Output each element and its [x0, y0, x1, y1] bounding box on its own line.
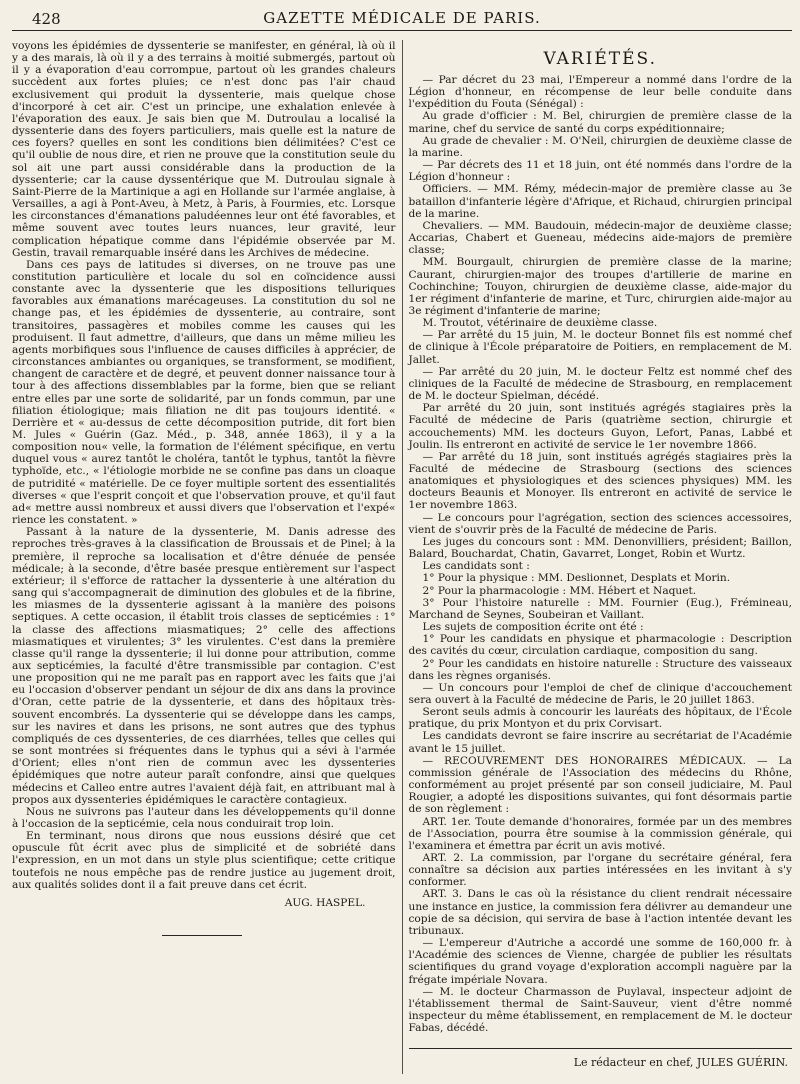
paragraph: — M. le docteur Charmasson de Puylaval, inspecteur adjoint de l'établissement thermal de Saint-Sauveur, vient d'être nommé inspecteur du même établissement, en remplacement de M. le docteur Fabas, décédé.	[408, 985, 792, 1035]
paragraph: — L'empereur d'Autriche a accordé une somme de 160,000 fr. à l'Académie des sciences de Vienne, chargée de publier les résultats scientifiques du grand voyage d'exploration accompli naguère par la frégate impériale Novara.	[408, 937, 792, 986]
paragraph: M. Troutot, vétérinaire de deuxième classe.	[422, 317, 658, 330]
paragraph: — Le concours pour l'agrégation, section des sciences accessoires, vient de s'ouvrir près de la Faculté de médecine de Paris.	[408, 511, 792, 536]
paragraph: Seront seuls admis à concourir les lauréats des hôpitaux, de l'École pratique, du prix Montyon et du prix Corvisart.	[408, 706, 792, 731]
paragraph: 1° Pour les candidats en physique et pharmacologie : Description des cavités du cœur, circulation cardiaque, composition du sang.	[408, 633, 792, 658]
end-rule	[162, 935, 242, 936]
paragraph: ART. 1er. Toute demande d'honoraires, formée par un des membres de l'Association, pourra être soumise à la commission générale, qui l'examinera et émettra par écrit un avis motivé.	[408, 815, 792, 852]
paragraph: Au grade d'officier : M. Bel, chirurgien de première classe de la marine, chef du service de santé du corps expéditionnaire;	[408, 110, 792, 135]
editor-rule	[409, 1048, 793, 1049]
paragraph: En terminant, nous dirons que nous eussions désiré que cet opuscule fût écrit avec plus de simplicité et de sobriété dans l'expression, en un mot dans un style plus scientifique; cette critique toutefois ne nous empêche pas de rendre justice au jugement droit, aux qualités solides dont il a fait preuve dans cet écrit.	[12, 830, 396, 891]
paragraph: ART. 3. Dans le cas où la résistance du client rendrait nécessaire une instance en justice, la commission fera délivrer au demandeur une copie de sa décision, qui servira de base à l'action intentée devant les tribunaux.	[408, 888, 792, 937]
paragraph: 2° Pour la pharmacologie : MM. Hébert et Naquet.	[422, 584, 697, 597]
page-header	[12, 0, 792, 31]
paragraph: Les juges du concours sont : MM. Denonvilliers, président; Baillon, Balard, Bouchardat, Chatin, Gavarret, Longet, Robin et Wurtz.	[408, 535, 792, 561]
paragraph: Au grade de chevalier : M. O'Neil, chirurgien de deuxième classe de la marine.	[408, 134, 792, 159]
paragraph: voyons les épidémies de dyssenterie se manifester, en général, là où il y a des marais, là où il y a des terrains à moitié submergés, partout où il y a évaporation d'eau corrompue, partout où les grandes chaleurs succèdent aux fortes pluies; ce n'est donc pas l'air chaud exclusivement qui produit la dyssenterie, mais quelque chose d'incorporé à cet air. C'est un principe, une exhalation enlevée à l'évaporation des eaux. Je sais bien que M. Dutroulau a localisé la dyssenterie dans des foyers particuliers, mais quelle est la nature de ces foyers? quelles en sont les conditions bien délimitées? C'est ce qu'il oublie de nous dire, et rien ne prouve que la constitution seule du sol ait une part aussi considérable dans la production de la dyssenterie; car la cause dyssentérique que M. Dutroulau signale à Saint-Pierre de la Martinique a agi en Hollande sur l'armée anglaise, à Versailles, a agi à Pont-Aveu, à Metz, à Paris, à Fourmies, etc. Lorsque les circonstances d'émanations paludéennes leur ont été favorables, et même souvent avec toutes leurs nuances, leur gravité, leur complication hépatique comme dans l'épidémie observée par M. Gestin, travail remarquable inséré dans les Archives de médecine.	[12, 40, 396, 259]
paragraph: Passant à la nature de la dyssenterie, M. Danis adresse des reproches très-graves à la classification de Broussais et de Pinel; à la première, il reproche sa localisation et d'être dénuée de pensée médicale; à la seconde, d'être basée presque entièrement sur l'aspect extérieur; il s'efforce de rattacher la dyssenterie à une altération du sang qui s'accompagnerait de diminution des globules et de la fibrine, les miasmes de la dyssenterie agissant à la manière des poisons septiques. A cette occasion, il établit trois classes de septicémies : 1° la classe des affections miasmatiques; 2° celle des affections miasmatiques et virulentes; 3° les virulentes. C'est dans la première classe qu'il range la dyssenterie; il lui donne pour attribution, comme aux septicémies, la faculté d'être transmissible par contagion. C'est une proposition qui ne me paraît pas en rapport avec les faits que j'ai eu l'occasion d'observer pendant un séjour de dix ans dans la province d'Oran, cette patrie de la dyssenterie, et dans des hôpitaux très-souvent encombrés. La dyssenterie qui se développe dans les camps, sur les navires et dans les prisons, ne sont autres que des typhus compliqués de ces dyssenteries, de ces diarrhées, telles que celles qui se sont montrées si fréquentes dans le typhus qui a sévi à l'armée d'Orient; elles n'ont rien de commun avec les dyssenteries épidémiques que notre auteur paraît confondre, ainsi que quelques médecins et Calleo entre autres l'avaient déjà fait, en attribuant mal à propos aux dyssenteries épidémiques le caractère contagieux.	[12, 526, 396, 806]
paragraph: Officiers. — MM. Rémy, médecin-major de première classe au 3e bataillon d'infanterie légère d'Afrique, et Richaud, chirurgien principal de la marine.	[408, 183, 792, 220]
paragraph: — Par arrêté du 18 juin, sont institués agrégés stagiaires près la Faculté de médecine de Strasbourg (sections des sciences anatomiques et physiologiques et des sciences physiques) MM. les docteurs Beaunis et Monoyer. Ils entreront en activité de service le 1er novembre 1863.	[408, 450, 792, 512]
paragraph: ART. 2. La commission, par l'organe du secrétaire général, fera connaître sa décision aux parties intéressées en les invitant à s'y conformer.	[408, 852, 792, 889]
journal-title: GAZETTE MÉDICALE DE PARIS.	[263, 9, 541, 27]
article-columns	[12, 40, 792, 1074]
paragraph: — RECOUVREMENT DES HONORAIRES MÉDICAUX. — La commission générale de l'Association des médecins du Rhône, conformément au projet présenté par son conseil judiciaire, M. Paul Rougier, a adopté les dispositions suivantes, qui font désormais partie de son règlement :	[408, 754, 792, 816]
paragraph: — Par arrêté du 15 juin, M. le docteur Bonnet fils est nommé chef de clinique à l'École préparatoire de Poitiers, en remplacement de M. Jallet.	[408, 329, 792, 366]
paragraph: 2° Pour les candidats en histoire naturelle : Structure des vaisseaux dans les règnes organisés.	[408, 657, 792, 682]
paragraph: — Par décrets des 11 et 18 juin, ont été nommés dans l'ordre de la Légion d'honneur :	[408, 159, 792, 184]
right-column	[402, 40, 793, 1074]
paragraph: Les sujets de composition écrite ont été :	[422, 621, 644, 634]
paragraph: — Par arrêté du 20 juin, M. le docteur Feltz est nommé chef des cliniques de la Faculté de médecine de Strasbourg, en remplacement de M. le docteur Spielman, décédé.	[408, 365, 792, 403]
paragraph: MM. Bourgault, chirurgien de première classe de la marine; Caurant, chirurgien-major des troupes d'artillerie de marine en Cochinchine; Touyon, chirurgien de deuxième classe, aide-major du 1er régiment d'infanterie de marine, et Turc, chirurgien aide-major au 3e régiment d'infanterie de marine;	[408, 256, 792, 317]
paragraph: — Un concours pour l'emploi de chef de clinique d'accouchement sera ouvert à la Faculté de médecine de Paris, le 20 juillet 1863.	[408, 681, 792, 706]
paragraph: 1° Pour la physique : MM. Deslionnet, Desplats et Morin.	[422, 572, 731, 585]
page-number: 428	[32, 10, 61, 28]
author-signature: AUG. HASPEL.	[284, 896, 366, 909]
paragraph: Par arrêté du 20 juin, sont institués agrégés stagiaires près la Faculté de médecine de Paris (quatrième section, chirurgie et accouchements) MM. les docteurs Guyon, Lefort, Panas, Labbé et Joulin. Ils entreront en activité de service le 1er novembre 1866.	[408, 402, 792, 451]
paragraph: — Par décret du 23 mai, l'Empereur a nommé dans l'ordre de la Légion d'honneur, en récompense de leur belle conduite dans l'expédition du Fouta (Sénégal) :	[408, 74, 792, 111]
paragraph: Dans ces pays de latitudes si diverses, on ne trouve pas une constitution particulière et locale du sol en coïncidence aussi constante avec la dyssenterie que les dispositions telluriques favorables aux émanations marécageuses. La constitution du sol ne change pas, et les épidémies de dyssenterie, au contraire, sont transitoires, passagères et mobiles comme les causes qui les produisent. Il faut admettre, d'ailleurs, que dans un même milieu les agents morbifiques sous l'influence de causes difficiles à apprécier, de circonstances ambiantes ou organiques, se transforment, se modifient, changent de caractère et de degré, et peuvent donner naissance tour à tour à des affections dissemblables par la forme, bien que se reliant entre elles par une sorte de solidarité, par un fonds commun, par une filiation étiologique; mais filiation ne dit pas toujours identité. « Derrière et « au-dessus de cette décomposition putride, dit fort bien M. Jules « Guérin (Gaz. Méd., p. 348, année 1863), il y a la composition nou« velle, la formation de l'élément spécifique, en vertu duquel vous « aurez tantôt le choléra, tantôt le typhus, tantôt la fièvre typhoïde, etc., « l'étiologie morbide ne se confine pas dans un cloaque de putridité « matérielle. De ce foyer multiple sortent des essentialités diverses « que l'esprit conçoit et que l'observation prouve, et qu'il faut ad« mettre aussi nombreux et aussi divers que l'observation et l'expé« rience les constatent. »	[12, 258, 396, 527]
left-column	[12, 40, 402, 1074]
section-title: VARIÉTÉS.	[543, 49, 658, 69]
paragraph: Les candidats sont :	[422, 560, 530, 573]
editor-credit: Le rédacteur en chef, JULES GUÉRIN.	[573, 1056, 788, 1070]
paragraph: Les candidats devront se faire inscrire au secrétariat de l'Académie avant le 15 juillet.	[408, 730, 792, 755]
paragraph: Chevaliers. — MM. Baudouin, médecin-major de deuxième classe; Accarias, Chabert et Gueneau, médecins aide-majors de première classe;	[408, 219, 792, 257]
paragraph: 3° Pour l'histoire naturelle : MM. Fournier (Eug.), Frémineau, Marchand de Seynes, Soubeiran et Vaillant.	[408, 596, 792, 621]
paragraph: Nous ne suivrons pas l'auteur dans les développements qu'il donne à l'occasion de la septicémie, cela nous conduirait trop loin.	[12, 805, 396, 830]
